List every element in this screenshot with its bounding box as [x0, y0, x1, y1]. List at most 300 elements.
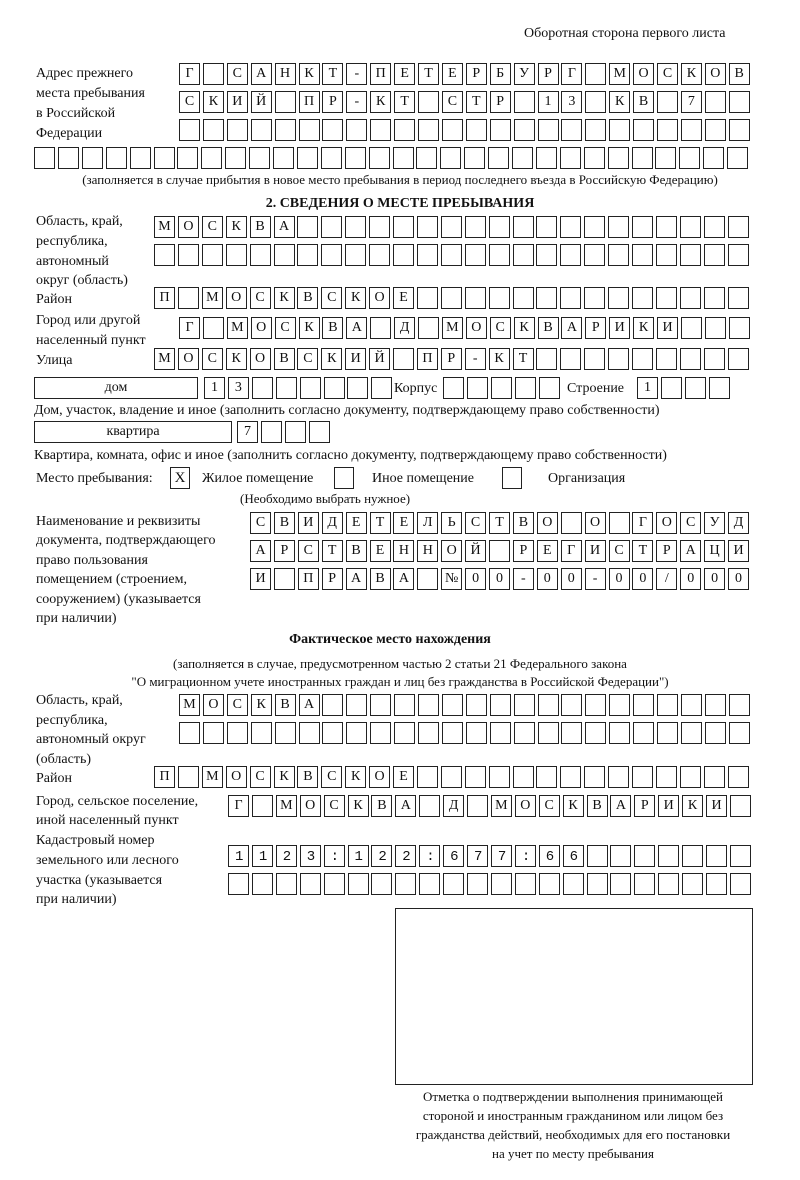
- char-cell[interactable]: 0: [561, 568, 582, 590]
- char-cell[interactable]: [561, 694, 582, 716]
- char-cell[interactable]: [608, 244, 629, 266]
- checkbox-residential[interactable]: X: [170, 467, 190, 489]
- checkbox-organization[interactable]: [502, 467, 522, 489]
- char-cell[interactable]: С: [609, 540, 630, 562]
- char-cell[interactable]: 0: [632, 568, 653, 590]
- char-cell[interactable]: [491, 873, 512, 895]
- char-cell[interactable]: [275, 91, 296, 113]
- char-cell[interactable]: Р: [322, 568, 343, 590]
- char-cell[interactable]: [729, 119, 750, 141]
- char-cell[interactable]: М: [179, 694, 200, 716]
- char-cell[interactable]: [322, 694, 343, 716]
- char-cell[interactable]: [608, 287, 629, 309]
- char-cell[interactable]: [285, 421, 306, 443]
- char-cell[interactable]: [394, 694, 415, 716]
- char-cell[interactable]: [418, 722, 439, 744]
- char-cell[interactable]: Р: [513, 540, 534, 562]
- char-cell[interactable]: И: [706, 795, 727, 817]
- char-cell[interactable]: [704, 216, 725, 238]
- char-cell[interactable]: И: [657, 317, 678, 339]
- flat-type-box[interactable]: квартира: [34, 421, 232, 443]
- char-cell[interactable]: Д: [443, 795, 464, 817]
- char-cell[interactable]: О: [226, 766, 247, 788]
- char-cell[interactable]: [515, 873, 536, 895]
- char-cell[interactable]: [730, 845, 751, 867]
- char-cell[interactable]: П: [370, 63, 391, 85]
- char-cell[interactable]: К: [633, 317, 654, 339]
- char-cell[interactable]: [442, 119, 463, 141]
- char-cell[interactable]: [681, 722, 702, 744]
- char-cell[interactable]: [585, 63, 606, 85]
- house-type-box[interactable]: дом: [34, 377, 198, 399]
- char-cell[interactable]: К: [345, 287, 366, 309]
- char-cell[interactable]: В: [322, 317, 343, 339]
- char-cell[interactable]: [371, 873, 392, 895]
- char-cell[interactable]: [321, 244, 342, 266]
- char-cell[interactable]: К: [203, 91, 224, 113]
- char-cell[interactable]: [441, 244, 462, 266]
- char-cell[interactable]: [261, 421, 282, 443]
- char-cell[interactable]: Н: [393, 540, 414, 562]
- char-cell[interactable]: [704, 244, 725, 266]
- char-cell[interactable]: [251, 722, 272, 744]
- char-cell[interactable]: [179, 722, 200, 744]
- char-cell[interactable]: [393, 244, 414, 266]
- char-cell[interactable]: М: [202, 287, 223, 309]
- char-cell[interactable]: [203, 317, 224, 339]
- char-cell[interactable]: [681, 694, 702, 716]
- char-cell[interactable]: [177, 147, 198, 169]
- char-cell[interactable]: [418, 119, 439, 141]
- char-cell[interactable]: [490, 722, 511, 744]
- char-cell[interactable]: [178, 766, 199, 788]
- char-cell[interactable]: П: [417, 348, 438, 370]
- char-cell[interactable]: 1: [204, 377, 225, 399]
- char-cell[interactable]: К: [299, 317, 320, 339]
- char-cell[interactable]: Е: [393, 512, 414, 534]
- char-cell[interactable]: [106, 147, 127, 169]
- char-cell[interactable]: [679, 147, 700, 169]
- char-cell[interactable]: [203, 63, 224, 85]
- char-cell[interactable]: Е: [537, 540, 558, 562]
- char-cell[interactable]: Р: [585, 317, 606, 339]
- char-cell[interactable]: [633, 722, 654, 744]
- char-cell[interactable]: Т: [489, 512, 510, 534]
- char-cell[interactable]: [416, 147, 437, 169]
- char-cell[interactable]: [536, 147, 557, 169]
- char-cell[interactable]: Й: [465, 540, 486, 562]
- char-cell[interactable]: Т: [370, 512, 391, 534]
- char-cell[interactable]: [297, 147, 318, 169]
- char-cell[interactable]: [538, 694, 559, 716]
- char-cell[interactable]: В: [729, 63, 750, 85]
- char-cell[interactable]: [419, 873, 440, 895]
- char-cell[interactable]: [465, 216, 486, 238]
- char-cell[interactable]: [346, 722, 367, 744]
- char-cell[interactable]: [273, 147, 294, 169]
- char-cell[interactable]: [681, 317, 702, 339]
- char-cell[interactable]: В: [274, 348, 295, 370]
- char-cell[interactable]: О: [466, 317, 487, 339]
- char-cell[interactable]: [728, 287, 749, 309]
- char-cell[interactable]: [657, 694, 678, 716]
- char-cell[interactable]: К: [609, 91, 630, 113]
- char-cell[interactable]: [227, 722, 248, 744]
- char-cell[interactable]: П: [154, 287, 175, 309]
- char-cell[interactable]: [706, 873, 727, 895]
- char-cell[interactable]: И: [658, 795, 679, 817]
- char-cell[interactable]: И: [345, 348, 366, 370]
- char-cell[interactable]: [680, 766, 701, 788]
- char-cell[interactable]: О: [250, 348, 271, 370]
- char-cell[interactable]: [394, 722, 415, 744]
- char-cell[interactable]: Ц: [704, 540, 725, 562]
- char-cell[interactable]: [560, 287, 581, 309]
- char-cell[interactable]: С: [298, 540, 319, 562]
- char-cell[interactable]: О: [203, 694, 224, 716]
- char-cell[interactable]: [130, 147, 151, 169]
- char-cell[interactable]: Е: [393, 766, 414, 788]
- char-cell[interactable]: [345, 244, 366, 266]
- char-cell[interactable]: [608, 766, 629, 788]
- char-cell[interactable]: [419, 795, 440, 817]
- char-cell[interactable]: 0: [704, 568, 725, 590]
- char-cell[interactable]: [561, 512, 582, 534]
- char-cell[interactable]: М: [491, 795, 512, 817]
- char-cell[interactable]: [467, 377, 488, 399]
- char-cell[interactable]: У: [514, 63, 535, 85]
- char-cell[interactable]: [228, 873, 249, 895]
- char-cell[interactable]: [584, 216, 605, 238]
- char-cell[interactable]: [370, 722, 391, 744]
- char-cell[interactable]: [584, 287, 605, 309]
- char-cell[interactable]: [154, 244, 175, 266]
- char-cell[interactable]: [441, 216, 462, 238]
- char-cell[interactable]: [705, 722, 726, 744]
- char-cell[interactable]: [395, 873, 416, 895]
- char-cell[interactable]: [203, 722, 224, 744]
- char-cell[interactable]: 7: [237, 421, 258, 443]
- char-cell[interactable]: [417, 287, 438, 309]
- char-cell[interactable]: [466, 694, 487, 716]
- char-cell[interactable]: О: [705, 63, 726, 85]
- char-cell[interactable]: А: [561, 317, 582, 339]
- char-cell[interactable]: 1: [637, 377, 658, 399]
- char-cell[interactable]: [179, 119, 200, 141]
- char-cell[interactable]: [705, 91, 726, 113]
- char-cell[interactable]: [658, 845, 679, 867]
- char-cell[interactable]: [417, 216, 438, 238]
- char-cell[interactable]: [657, 91, 678, 113]
- char-cell[interactable]: [370, 317, 391, 339]
- char-cell[interactable]: [322, 119, 343, 141]
- char-cell[interactable]: [536, 216, 557, 238]
- char-cell[interactable]: [297, 244, 318, 266]
- char-cell[interactable]: [584, 147, 605, 169]
- char-cell[interactable]: [345, 216, 366, 238]
- char-cell[interactable]: -: [585, 568, 606, 590]
- char-cell[interactable]: У: [704, 512, 725, 534]
- char-cell[interactable]: А: [251, 63, 272, 85]
- char-cell[interactable]: С: [465, 512, 486, 534]
- char-cell[interactable]: Т: [322, 540, 343, 562]
- char-cell[interactable]: К: [489, 348, 510, 370]
- char-cell[interactable]: А: [250, 540, 271, 562]
- char-cell[interactable]: [252, 377, 273, 399]
- char-cell[interactable]: [685, 377, 706, 399]
- char-cell[interactable]: [464, 147, 485, 169]
- char-cell[interactable]: [681, 119, 702, 141]
- char-cell[interactable]: [657, 119, 678, 141]
- char-cell[interactable]: [632, 216, 653, 238]
- char-cell[interactable]: [727, 147, 748, 169]
- char-cell[interactable]: 0: [609, 568, 630, 590]
- char-cell[interactable]: Е: [442, 63, 463, 85]
- char-cell[interactable]: [632, 348, 653, 370]
- char-cell[interactable]: [730, 795, 751, 817]
- char-cell[interactable]: [608, 216, 629, 238]
- char-cell[interactable]: О: [226, 287, 247, 309]
- char-cell[interactable]: С: [227, 694, 248, 716]
- char-cell[interactable]: А: [299, 694, 320, 716]
- char-cell[interactable]: Г: [179, 63, 200, 85]
- char-cell[interactable]: [728, 766, 749, 788]
- char-cell[interactable]: [441, 287, 462, 309]
- char-cell[interactable]: [249, 147, 270, 169]
- char-cell[interactable]: А: [610, 795, 631, 817]
- char-cell[interactable]: С: [227, 63, 248, 85]
- char-cell[interactable]: М: [202, 766, 223, 788]
- char-cell[interactable]: [440, 147, 461, 169]
- char-cell[interactable]: [634, 873, 655, 895]
- char-cell[interactable]: [709, 377, 730, 399]
- char-cell[interactable]: С: [321, 287, 342, 309]
- char-cell[interactable]: [585, 91, 606, 113]
- char-cell[interactable]: В: [297, 766, 318, 788]
- char-cell[interactable]: Р: [322, 91, 343, 113]
- char-cell[interactable]: О: [369, 287, 390, 309]
- char-cell[interactable]: [324, 873, 345, 895]
- char-cell[interactable]: Г: [561, 540, 582, 562]
- char-cell[interactable]: К: [563, 795, 584, 817]
- char-cell[interactable]: [610, 873, 631, 895]
- char-cell[interactable]: 0: [680, 568, 701, 590]
- char-cell[interactable]: [538, 119, 559, 141]
- char-cell[interactable]: [609, 722, 630, 744]
- char-cell[interactable]: [680, 287, 701, 309]
- char-cell[interactable]: [418, 694, 439, 716]
- char-cell[interactable]: [584, 348, 605, 370]
- char-cell[interactable]: [656, 287, 677, 309]
- char-cell[interactable]: И: [227, 91, 248, 113]
- char-cell[interactable]: Б: [490, 63, 511, 85]
- char-cell[interactable]: [490, 119, 511, 141]
- char-cell[interactable]: [252, 795, 273, 817]
- char-cell[interactable]: В: [371, 795, 392, 817]
- char-cell[interactable]: О: [585, 512, 606, 534]
- char-cell[interactable]: [154, 147, 175, 169]
- char-cell[interactable]: С: [250, 766, 271, 788]
- char-cell[interactable]: О: [656, 512, 677, 534]
- char-cell[interactable]: П: [154, 766, 175, 788]
- char-cell[interactable]: [274, 568, 295, 590]
- char-cell[interactable]: [491, 377, 512, 399]
- char-cell[interactable]: [728, 216, 749, 238]
- char-cell[interactable]: [514, 694, 535, 716]
- char-cell[interactable]: [369, 244, 390, 266]
- char-cell[interactable]: [300, 377, 321, 399]
- char-cell[interactable]: [252, 873, 273, 895]
- char-cell[interactable]: [465, 766, 486, 788]
- char-cell[interactable]: [513, 766, 534, 788]
- char-cell[interactable]: В: [370, 568, 391, 590]
- char-cell[interactable]: [346, 694, 367, 716]
- char-cell[interactable]: [370, 694, 391, 716]
- char-cell[interactable]: 0: [728, 568, 749, 590]
- char-cell[interactable]: Е: [394, 63, 415, 85]
- char-cell[interactable]: [513, 216, 534, 238]
- char-cell[interactable]: [539, 377, 560, 399]
- char-cell[interactable]: [371, 377, 392, 399]
- char-cell[interactable]: Г: [632, 512, 653, 534]
- char-cell[interactable]: [250, 244, 271, 266]
- char-cell[interactable]: [633, 694, 654, 716]
- char-cell[interactable]: С: [179, 91, 200, 113]
- char-cell[interactable]: А: [680, 540, 701, 562]
- char-cell[interactable]: [227, 119, 248, 141]
- char-cell[interactable]: Е: [370, 540, 391, 562]
- char-cell[interactable]: В: [538, 317, 559, 339]
- char-cell[interactable]: М: [442, 317, 463, 339]
- char-cell[interactable]: Е: [346, 512, 367, 534]
- char-cell[interactable]: [704, 287, 725, 309]
- char-cell[interactable]: [655, 147, 676, 169]
- char-cell[interactable]: [703, 147, 724, 169]
- char-cell[interactable]: [417, 568, 438, 590]
- char-cell[interactable]: [276, 873, 297, 895]
- char-cell[interactable]: [536, 287, 557, 309]
- char-cell[interactable]: С: [250, 512, 271, 534]
- char-cell[interactable]: С: [321, 766, 342, 788]
- checkbox-other-premises[interactable]: [334, 467, 354, 489]
- char-cell[interactable]: Н: [275, 63, 296, 85]
- char-cell[interactable]: -: [346, 63, 367, 85]
- char-cell[interactable]: И: [298, 512, 319, 534]
- char-cell[interactable]: С: [490, 317, 511, 339]
- char-cell[interactable]: [514, 91, 535, 113]
- char-cell[interactable]: 7: [681, 91, 702, 113]
- char-cell[interactable]: С: [202, 348, 223, 370]
- char-cell[interactable]: [442, 694, 463, 716]
- char-cell[interactable]: [275, 119, 296, 141]
- char-cell[interactable]: [489, 766, 510, 788]
- char-cell[interactable]: К: [226, 348, 247, 370]
- char-cell[interactable]: О: [178, 216, 199, 238]
- char-cell[interactable]: Ь: [441, 512, 462, 534]
- char-cell[interactable]: К: [682, 795, 703, 817]
- char-cell[interactable]: [202, 244, 223, 266]
- char-cell[interactable]: А: [274, 216, 295, 238]
- char-cell[interactable]: [34, 147, 55, 169]
- char-cell[interactable]: К: [514, 317, 535, 339]
- char-cell[interactable]: Р: [538, 63, 559, 85]
- char-cell[interactable]: П: [299, 91, 320, 113]
- char-cell[interactable]: [609, 694, 630, 716]
- char-cell[interactable]: [656, 216, 677, 238]
- char-cell[interactable]: №: [441, 568, 462, 590]
- char-cell[interactable]: К: [226, 216, 247, 238]
- char-cell[interactable]: [609, 512, 630, 534]
- char-cell[interactable]: [632, 244, 653, 266]
- char-cell[interactable]: [704, 348, 725, 370]
- char-cell[interactable]: [324, 377, 345, 399]
- char-cell[interactable]: [706, 845, 727, 867]
- char-cell[interactable]: [441, 766, 462, 788]
- char-cell[interactable]: [656, 766, 677, 788]
- char-cell[interactable]: [345, 147, 366, 169]
- char-cell[interactable]: [369, 216, 390, 238]
- char-cell[interactable]: [299, 722, 320, 744]
- char-cell[interactable]: [299, 119, 320, 141]
- char-cell[interactable]: О: [369, 766, 390, 788]
- char-cell[interactable]: [513, 244, 534, 266]
- char-cell[interactable]: С: [297, 348, 318, 370]
- char-cell[interactable]: [584, 244, 605, 266]
- char-cell[interactable]: К: [345, 766, 366, 788]
- char-cell[interactable]: [680, 348, 701, 370]
- char-cell[interactable]: Д: [322, 512, 343, 534]
- char-cell[interactable]: [512, 147, 533, 169]
- char-cell[interactable]: [321, 216, 342, 238]
- char-cell[interactable]: [561, 119, 582, 141]
- char-cell[interactable]: [226, 244, 247, 266]
- char-cell[interactable]: И: [728, 540, 749, 562]
- char-cell[interactable]: [442, 722, 463, 744]
- char-cell[interactable]: [730, 873, 751, 895]
- char-cell[interactable]: [705, 694, 726, 716]
- char-cell[interactable]: [561, 722, 582, 744]
- char-cell[interactable]: [658, 873, 679, 895]
- char-cell[interactable]: [729, 91, 750, 113]
- char-cell[interactable]: -: [346, 91, 367, 113]
- char-cell[interactable]: 0: [465, 568, 486, 590]
- char-cell[interactable]: [536, 244, 557, 266]
- char-cell[interactable]: [682, 873, 703, 895]
- char-cell[interactable]: К: [274, 766, 295, 788]
- char-cell[interactable]: [634, 845, 655, 867]
- char-cell[interactable]: [418, 91, 439, 113]
- char-cell[interactable]: С: [275, 317, 296, 339]
- char-cell[interactable]: О: [300, 795, 321, 817]
- char-cell[interactable]: Д: [728, 512, 749, 534]
- char-cell[interactable]: Р: [466, 63, 487, 85]
- char-cell[interactable]: [489, 287, 510, 309]
- char-cell[interactable]: [443, 873, 464, 895]
- char-cell[interactable]: К: [321, 348, 342, 370]
- char-cell[interactable]: [560, 147, 581, 169]
- char-cell[interactable]: Д: [394, 317, 415, 339]
- char-cell[interactable]: Р: [274, 540, 295, 562]
- char-cell[interactable]: [632, 766, 653, 788]
- char-cell[interactable]: Т: [632, 540, 653, 562]
- char-cell[interactable]: [82, 147, 103, 169]
- char-cell[interactable]: [467, 873, 488, 895]
- char-cell[interactable]: [466, 119, 487, 141]
- char-cell[interactable]: [656, 348, 677, 370]
- char-cell[interactable]: [560, 348, 581, 370]
- char-cell[interactable]: [417, 244, 438, 266]
- char-cell[interactable]: О: [633, 63, 654, 85]
